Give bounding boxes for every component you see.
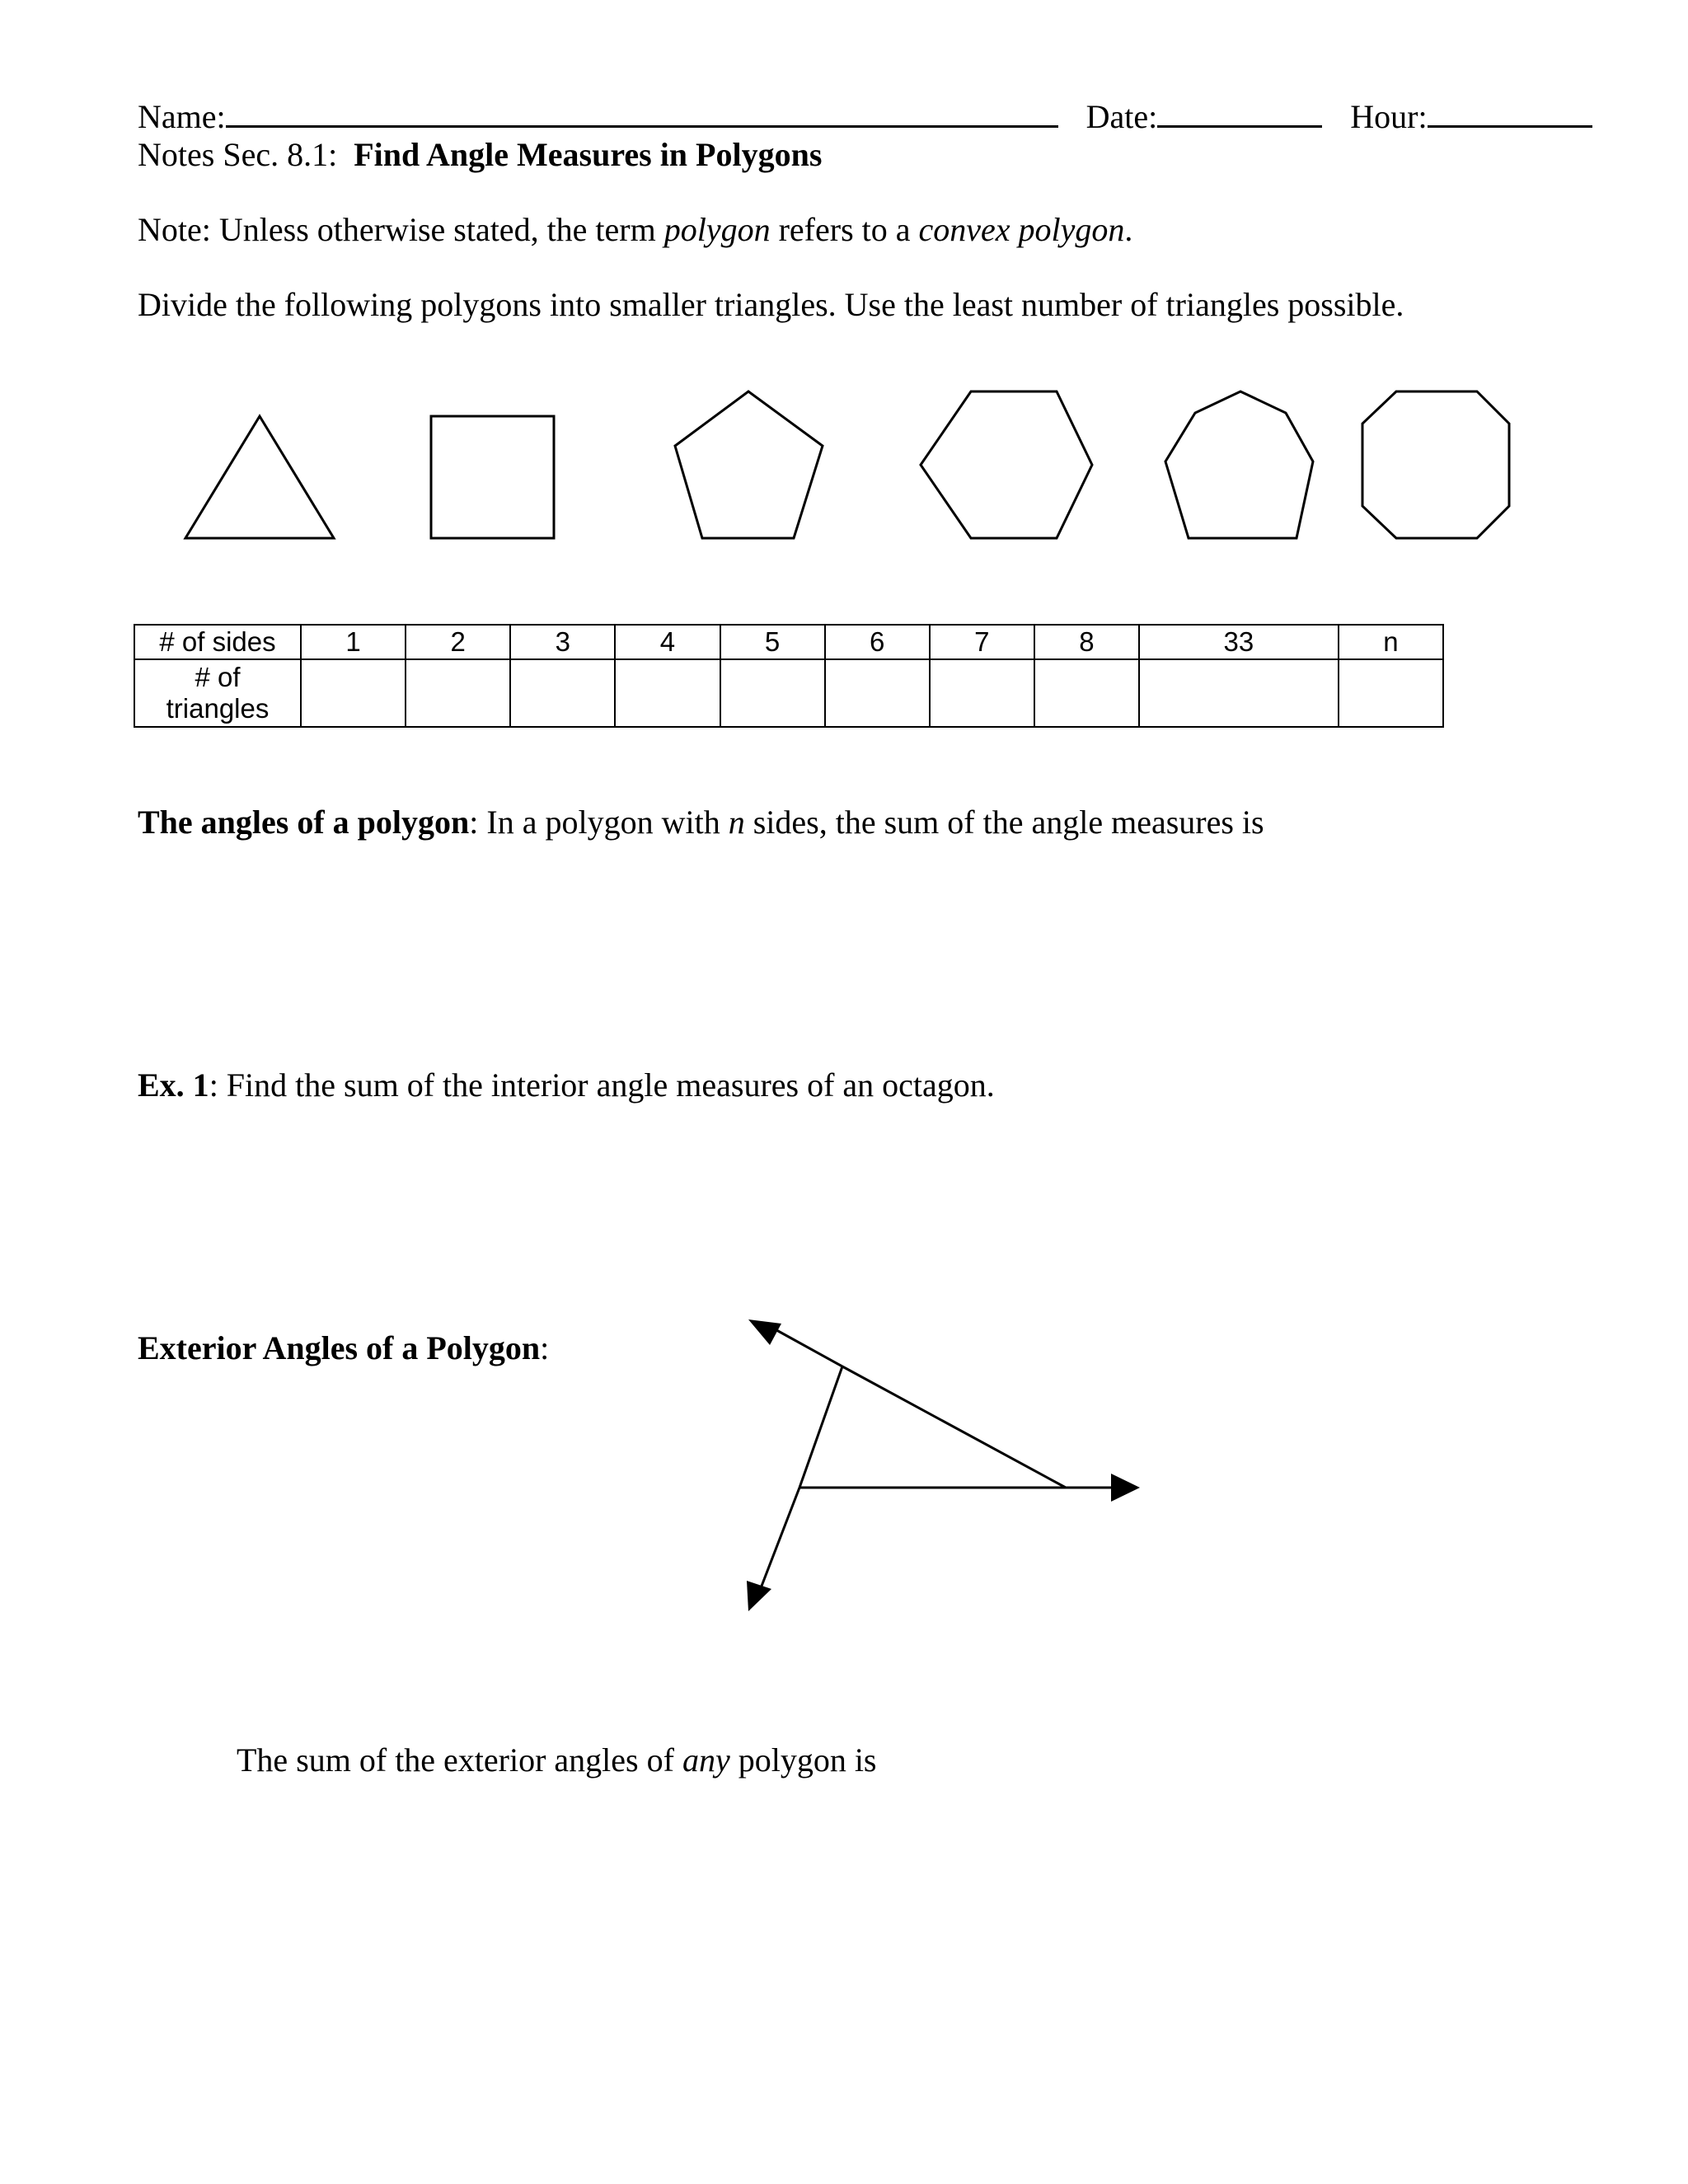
example-1-text: : Find the sum of the interior angle measures of an octagon. (209, 1066, 995, 1104)
exterior-angles-colon: : (540, 1329, 550, 1366)
angles-var-n: n (728, 804, 745, 841)
page-title: Find Angle Measures in Polygons (354, 136, 823, 173)
table-cell-sides: 5 (720, 625, 825, 659)
instruction-text: Divide the following polygons into smaller triangles. Use the least number of triangles possible. (138, 286, 1404, 323)
table-cell-sides: 1 (301, 625, 406, 659)
arrowhead-upper-left (748, 1319, 781, 1345)
hour-label: Hour: (1350, 98, 1428, 135)
arrowhead-down (747, 1581, 771, 1611)
exterior-sum-suffix: polygon is (729, 1741, 877, 1779)
table-cell-sides: 7 (930, 625, 1034, 659)
angles-heading: The angles of a polygon (138, 804, 470, 841)
notes-prefix: Notes Sec. 8.1: (138, 136, 338, 173)
exterior-sum-emph: any (682, 1741, 730, 1779)
note-term-polygon: polygon (663, 211, 771, 248)
table-cell-sides: n (1339, 625, 1443, 659)
angles-text-a: : In a polygon with (469, 804, 729, 841)
note-middle: refers to a (770, 211, 919, 248)
exterior-angles-heading: Exterior Angles of a Polygon (138, 1329, 541, 1366)
note-term-convex: convex polygon (918, 211, 1125, 248)
triangle-side-top (842, 1366, 1066, 1488)
extension-ray-upper-left (771, 1327, 842, 1366)
exterior-sum-prefix: The sum of the exterior angles of (237, 1741, 682, 1779)
table-cell-sides: 3 (510, 625, 615, 659)
table-cell-sides: 4 (615, 625, 720, 659)
example-1-label: Ex. 1 (138, 1066, 209, 1104)
table-cell-sides: 6 (825, 625, 930, 659)
note-end: . (1124, 211, 1133, 248)
table-cell-sides: 2 (406, 625, 510, 659)
row-label-sides: # of sides (134, 625, 301, 659)
row-label-triangles-text: # of triangles (166, 662, 270, 724)
table-cell-sides: 8 (1034, 625, 1139, 659)
exterior-sum-line (237, 1741, 877, 1780)
extension-ray-down (757, 1488, 799, 1599)
name-label: Name: (138, 98, 226, 135)
table-cell-sides: 33 (1139, 625, 1339, 659)
triangle-side-left (799, 1366, 842, 1488)
angles-text-b: sides, the sum of the angle measures is (744, 804, 1264, 841)
arrowhead-right (1111, 1474, 1140, 1502)
note-prefix: Note: Unless otherwise stated, the term (138, 211, 664, 248)
date-label: Date: (1085, 98, 1158, 135)
